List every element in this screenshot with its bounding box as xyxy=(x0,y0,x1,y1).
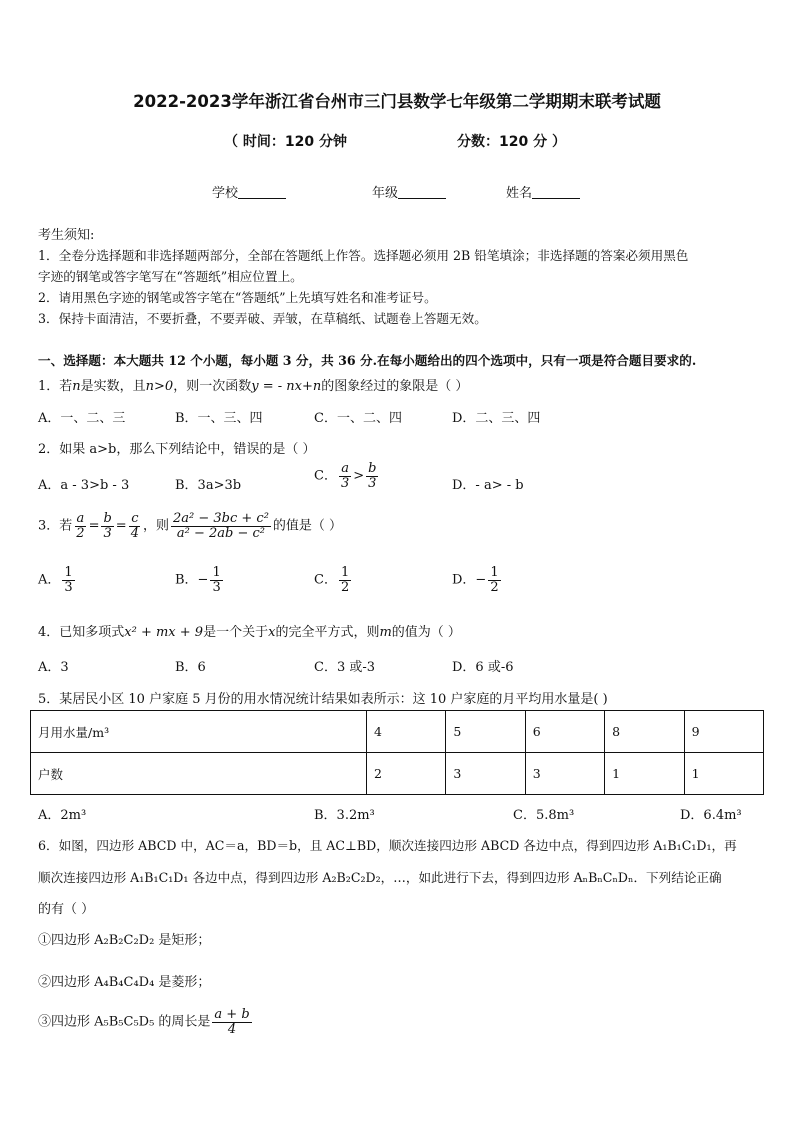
q6-statement-1: ①四边形 A₂B₂C₂D₂ 是矩形； xyxy=(38,933,211,948)
name-field: 姓名 xyxy=(506,182,580,201)
table-header-cell: 户数 xyxy=(31,753,367,795)
note-line: 字迹的钢笔或答字笔写在“答题纸”相应位置上。 xyxy=(38,269,303,284)
q4-option-a: A．3 xyxy=(38,660,69,675)
section-heading: 一、选择题：本大题共 12 个小题，每小题 3 分，共 36 分.在每小题给出的四个选项中，只有一项是符合题目要求的. xyxy=(38,353,697,368)
notes-title: 考生须知: xyxy=(38,228,95,243)
exam-title: 2022-2023学年浙江省台州市三门县数学七年级第二学期期末联考试题 xyxy=(133,92,661,111)
q5-option-d: D．6.4m³ xyxy=(680,808,742,823)
table-cell: 1 xyxy=(605,753,684,795)
note-line: 1．全卷分选择题和非选择题两部分，全部在答题纸上作答。选择题必须用 2B 铅笔填涂；非选择题的答案必须用黑色 xyxy=(38,248,689,263)
table-cell: 4 xyxy=(367,711,446,753)
table-row xyxy=(31,711,764,753)
q5-option-a: A．2m³ xyxy=(38,808,87,823)
water-usage-table xyxy=(30,710,764,795)
q2-option-d: D．- a> - b xyxy=(452,478,524,493)
table-cell: 3 xyxy=(525,753,604,795)
table-row xyxy=(31,753,764,795)
q5-option-b: B．3.2m³ xyxy=(314,808,375,823)
table-cell: 2 xyxy=(367,753,446,795)
q2-option-b: B．3a>3b xyxy=(175,478,242,493)
q6-statement-2: ②四边形 A₄B₄C₄D₄ 是菱形； xyxy=(38,975,211,990)
q1-option-b: B．一、三、四 xyxy=(175,411,263,426)
q3-option-d: D．− $\frac{1}{2}$ xyxy=(452,565,499,595)
table-cell: 3 xyxy=(446,753,525,795)
grade-field: 年级 xyxy=(372,182,446,201)
question-5: 5．某居民小区 10 户家庭 5 月份的用水情况统计结果如表所示：这 10 户家庭的月平均用水量是( ) xyxy=(38,692,608,707)
q2-option-c: C． $\frac{a}{3}$ > $\frac{b}{3}$ xyxy=(314,461,377,491)
q1-option-d: D．二、三、四 xyxy=(452,411,541,426)
q3-option-a: A． $\frac{1}{3}$ xyxy=(38,565,73,595)
q2-option-a: A．a - 3>b - 3 xyxy=(38,478,130,493)
table-cell: 5 xyxy=(446,711,525,753)
q3-option-b: B．− $\frac{1}{3}$ xyxy=(175,565,221,595)
question-4: 4．已知多项式x² + mx + 9是一个关于x的完全平方式，则m的值为（ ） xyxy=(38,625,461,640)
q4-option-c: C．3 或-3 xyxy=(314,660,376,675)
q6-statement-3: ③四边形 A₅B₅C₅D₅ 的周长是 $\frac{a + b}{4}$ xyxy=(38,1007,250,1037)
table-cell: 1 xyxy=(684,753,763,795)
q4-option-d: D．6 或-6 xyxy=(452,660,514,675)
question-2: 2．如果 a>b，那么下列结论中，错误的是（ ） xyxy=(38,442,316,457)
question-6-line: 顺次连接四边形 A₁B₁C₁D₁ 各边中点，得到四边形 A₂B₂C₂D₂，…，如此进行下去，得到四边形 AₙBₙCₙDₙ．下列结论正确 xyxy=(38,870,722,885)
question-3: 3．若 $\frac{a}{2}$ = $\frac{b}{3}$ = $\frac{c}{4}$ ，则 $\frac{\text{2a² − 3bc + c²}}{\text{a² − 2ab − c²}}$ 的值是（ ） xyxy=(38,511,343,541)
table-header-cell: 月用水量/m³ xyxy=(31,711,367,753)
q3-option-c: C． $\frac{1}{2}$ xyxy=(314,565,350,595)
exam-time: （ 时间：120 分钟 xyxy=(224,134,347,150)
note-line: 3．保持卡面清洁，不要折叠，不要弄破、弄皱，在草稿纸、试题卷上答题无效。 xyxy=(38,311,487,326)
exam-score: 分数：120 分 ） xyxy=(457,134,566,150)
table-cell: 6 xyxy=(525,711,604,753)
q1-option-c: C．一、二、四 xyxy=(314,411,402,426)
question-6-line: 6．如图，四边形 ABCD 中，AC＝a，BD＝b，且 AC⊥BD，顺次连接四边形 ABCD 各边中点，得到四边形 A₁B₁C₁D₁，再 xyxy=(38,838,737,853)
table-cell: 8 xyxy=(605,711,684,753)
question-1: 1．若n是实数，且n>0，则一次函数y = - nx+n的图象经过的象限是（ ） xyxy=(38,379,469,394)
note-line: 2．请用黑色字迹的钢笔或答字笔在“答题纸”上先填写姓名和准考证号。 xyxy=(38,290,437,305)
q4-option-b: B．6 xyxy=(175,660,206,675)
q5-option-c: C．5.8m³ xyxy=(513,808,575,823)
school-field: 学校 xyxy=(212,182,286,201)
question-6-line: 的有（ ） xyxy=(38,902,95,917)
table-cell: 9 xyxy=(684,711,763,753)
q1-option-a: A．一、二、三 xyxy=(38,411,126,426)
